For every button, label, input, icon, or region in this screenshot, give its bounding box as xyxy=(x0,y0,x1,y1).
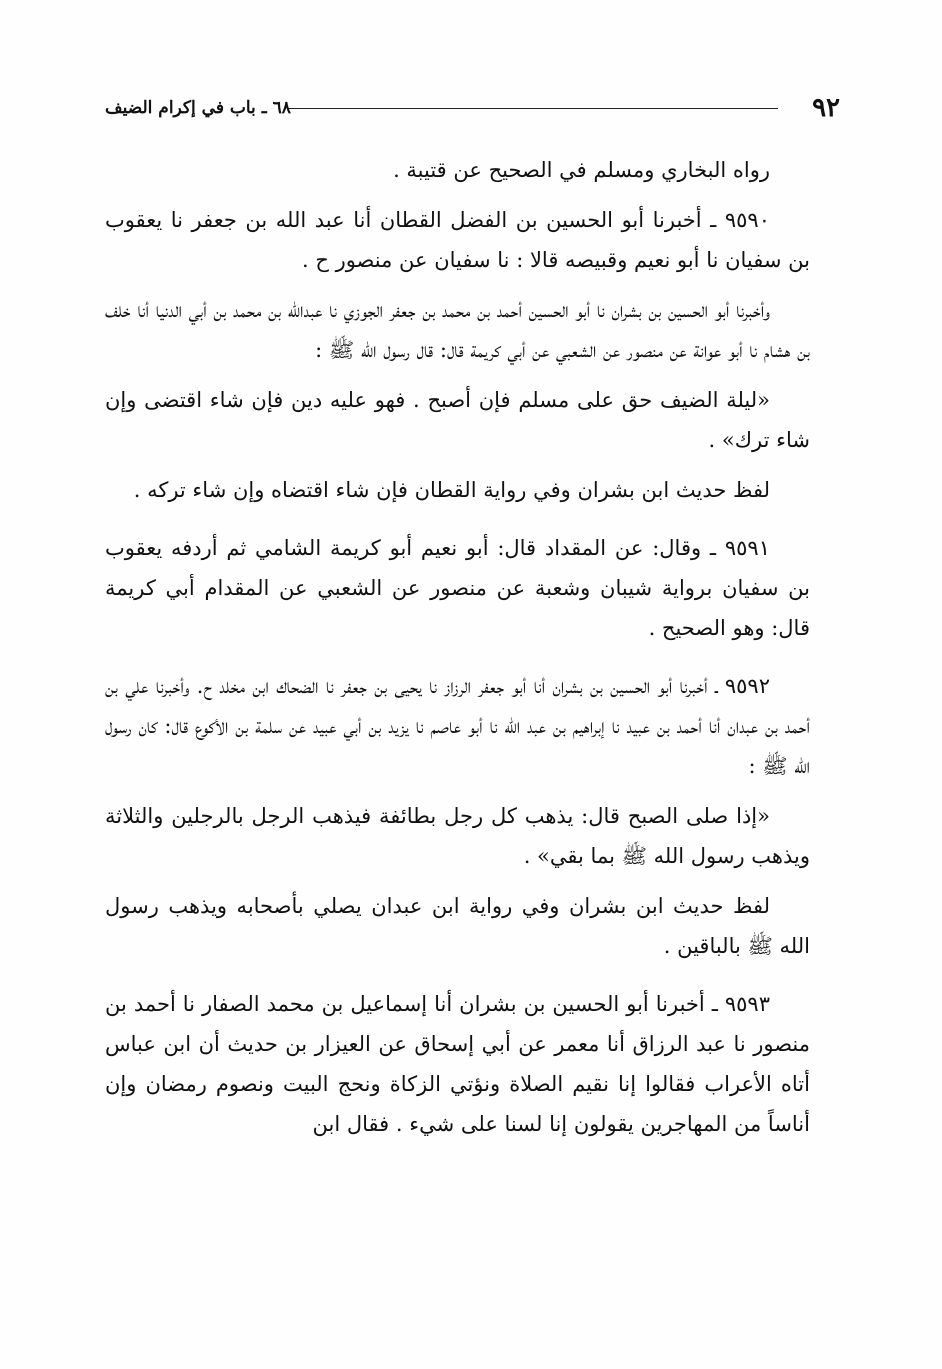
hadith-9592-matn: «إذا صلى الصبح قال: يذهب كل رجل بطائفة فيذهب الرجل بالرجلين والثلاثة ويذهب رسول الله ﷺ بما بقي» . xyxy=(105,804,810,868)
hadith-9592-note: لفظ حديث ابن بشران وفي رواية ابن عبدان يصلي بأصحابه ويذهب رسول الله ﷺ بالباقين . xyxy=(105,894,810,958)
hadith-9591: ٩٥٩١ ـ وقال: عن المقداد قال: أبو نعيم أبو كريمة الشامي ثم أردفه يعقوب بن سفيان برواية شيبان وشعبة عن منصور عن الشعبي عن المقدام أبي كريمة قال: وهو الصحيح . xyxy=(105,536,810,640)
chapter-title: ٦٨ ـ باب في إكرام الضيف xyxy=(105,98,291,118)
hadith-9590-matn: «ليلة الضيف حق على مسلم فإن أصبح . فهو عليه دين فإن شاء اقتضى وإن شاء ترك» . xyxy=(105,388,810,452)
hadith-9590-isnad-2: وأخبرنا أبو الحسين بن بشران نا أبو الحسين أحمد بن محمد بن جعفر الجوزي نا عبدالله بن محمد بن أبي الدنيا أنا خلف بن هشام نا أبو عوانة عن منصور عن الشعبي عن أبي كريمة قال: قال رسول الله ﷺ : xyxy=(105,298,810,362)
page-number: ٩٢ xyxy=(812,93,840,123)
hadith-9592-isnad: ٩٥٩٢ ـ أخبرنا أبو الحسين بن بشران أنا أبو جعفر الرزاز نا يحيى بن جعفر نا الضحاك ابن مخلد ح. وأخبرنا علي بن أحمد بن عبدان أنا أحمد بن عبيد نا إبراهيم بن عبد الله نا أبو عاصم نا يزيد بن أبي عبيد عن سلمة بن الأكوع قال: كان رسول الله ﷺ : xyxy=(105,674,810,778)
hadith-9593: ٩٥٩٣ ـ أخبرنا أبو الحسين بن بشران أنا إسماعيل بن محمد الصفار نا أحمد بن منصور نا عبد الرزاق أنا معمر عن أبي إسحاق عن العيزار بن حديث أن ابن عباس أتاه الأعراب فقالوا إنا نقيم الصلاة ونؤتي الزكاة ونحج البيت ونصوم رمضان وإن أناساً من المهاجرين يقولون إنا لسنا على شيء . فقال ابن xyxy=(105,992,810,1136)
paragraph-citation: رواه البخاري ومسلم في الصحيح عن قتيبة . xyxy=(393,158,770,182)
header-rule xyxy=(287,108,778,109)
running-header xyxy=(105,92,840,132)
hadith-9590-note: لفظ حديث ابن بشران وفي رواية القطان فإن شاء اقتضاه وإن شاء تركه . xyxy=(133,478,770,502)
hadith-9590-isnad: ٩٥٩٠ ـ أخبرنا أبو الحسين بن الفضل القطان أنا عبد الله بن جعفر نا يعقوب بن سفيان نا أبو نعيم وقبيصه قالا : نا سفيان عن منصور ح . xyxy=(105,208,810,272)
body-text xyxy=(105,150,810,1290)
